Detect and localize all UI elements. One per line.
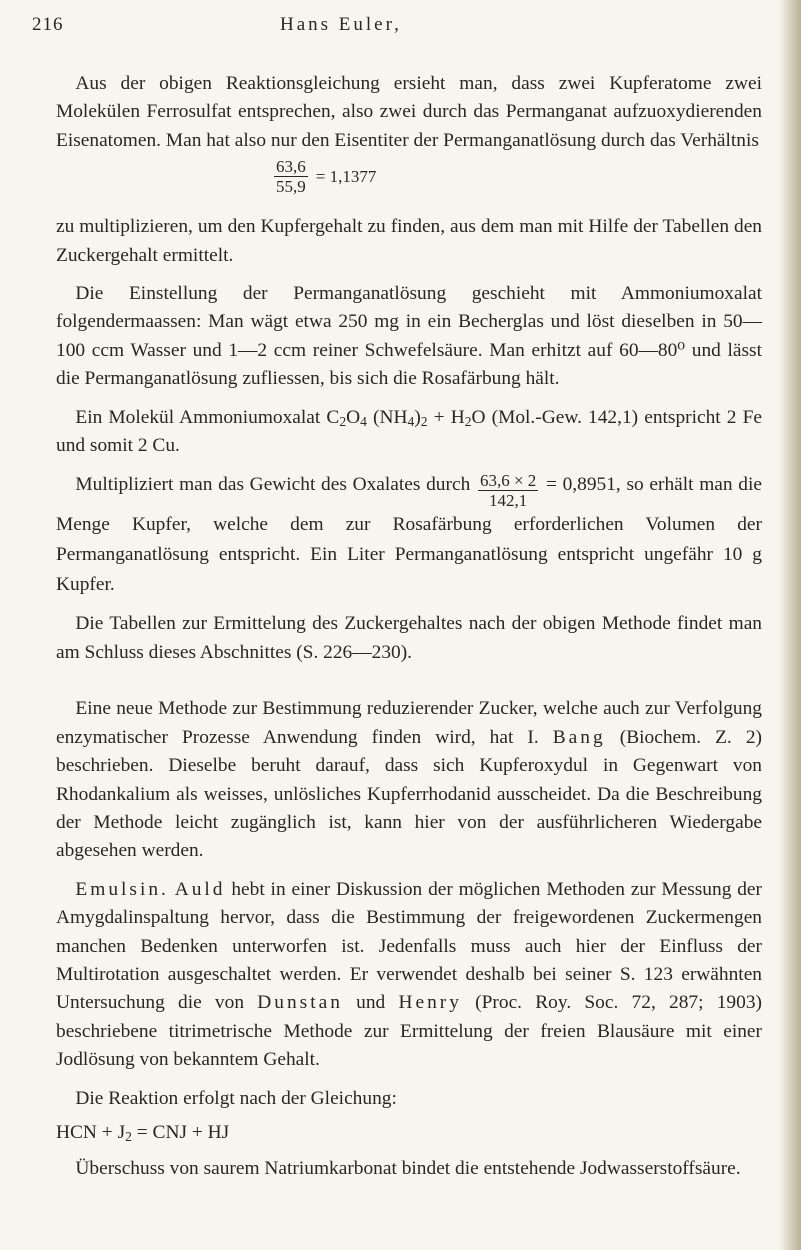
page-number: 216 (32, 14, 64, 35)
equation-hcn: HCN + $J_2$ = CNJ + HJ (56, 1121, 230, 1144)
author-dunstan: Dunstan (257, 992, 343, 1014)
page-header (32, 14, 752, 40)
paragraph-1: Aus der obigen Reaktionsgleichung ersieht man, dass zwei Kupferatome zwei Molekülen Ferrosulfat entsprechen, also zwei durch das Permanganat aufzuoxydierenden Eisenatomen. Man hat also nur den Eisentiter der Permanganatlösung durch das Verhältnis (56, 73, 762, 151)
ratio-result: = 1,1377 (315, 166, 377, 186)
paragraph-10: Überschuss von saurem Natriumkarbonat bindet die entstehende Jodwasserstoffsäure. (75, 1158, 741, 1180)
author-auld: Auld (174, 878, 226, 900)
ratio-numerator: 63,6 (276, 157, 306, 177)
paragraph-8: Emulsin. Auld hebt in einer Diskussion der möglichen Methoden zur Messung der Amygdalinspaltung hervor, dass die Bestimmung der freigewordenen Zuckermengen manchen Bedenken unterworfen ist. Jedenfalls muss auch hier der Einfluss der Multirotation ausgeschaltet werden. Er verwendet deshalb bei seiner S. 123 erwähnten Untersuchung die von Dunstan und Henry (Proc. Roy. Soc. 72, 287; 1903) beschriebene titrimetrische Methode zur Ermittelung der freien Blausäure mit einer Jodlösung von bekanntem Gehalt. (56, 878, 762, 1071)
section-lead-emulsin: Emulsin. (75, 878, 169, 900)
paragraph-6: Die Tabellen zur Ermittelung des Zuckergehaltes nach der obigen Methode findet man am Schluss dieses Abschnittes (S. 226—230). (56, 613, 762, 663)
paragraph-5: Multipliziert man das Gewicht des Oxalates durch $\frac{63,6 \times 2}{142,1}$ = 0,8951, so erhält man die Menge Kupfer, welche dem zur Rosafärbung erforderlichen Volumen der Permanganatlösung entspricht. Ein Liter Permanganatlösung entspricht ungefähr 10 g Kupfer. (56, 471, 762, 596)
paragraph-3: Die Einstellung der Permanganatlösung geschieht mit Ammoniumoxalat folgendermaassen: Man wägt etwa 250 mg in ein Becherglas und löst dieselben in 50—100 ccm Wasser und 1—2 ccm reiner Schwefelsäure. Man erhitzt auf 60—80⁰ und lässt die Permanganatlösung zufliessen, bis sich die Rosafärbung hält. (56, 283, 762, 390)
paragraph-9: Die Reaktion erfolgt nach der Gleichung: (75, 1087, 397, 1109)
paragraph-7: Eine neue Methode zur Bestimmung reduzierender Zucker, welche auch zur Verfolgung enzymatischer Prozesse Anwendung finden wird, hat I. Bang (Biochem. Z. 2) beschrieben. Dieselbe beruht darauf, dass sich Kupferoxydul in Gegenwart von Rhodankalium als weisses, unlösliches Kupferrhodanid ausscheidet. Da die Beschreibung der Methode leicht zugänglich ist, kann hier von der ausführlicheren Wiedergabe abgesehen werden. (56, 698, 762, 862)
paragraph-4: Ein Molekül Ammoniumoxalat $C_2O_4$ $(NH_4)_2 + H_2O$ (Mol.-Gew. 142,1) entspricht 2 Fe und somit 2 Cu. (56, 406, 762, 457)
paragraph-2: zu multiplizieren, um den Kupfergehalt zu finden, aus dem man mit Hilfe der Tabellen den Zuckergehalt ermittelt. (56, 216, 762, 266)
ratio-fraction (274, 157, 308, 196)
ratio-denominator: 55,9 (276, 177, 306, 197)
body-text (56, 70, 762, 1184)
page-edge-shadow (779, 0, 801, 1250)
oxalate-fraction: $\frac{63,6 \times 2}{142,1}$ (479, 471, 537, 511)
equation-ratio (56, 155, 762, 213)
author-henry: Henry (398, 992, 462, 1014)
author-bang: Bang (552, 726, 606, 748)
running-head: Hans Euler, (280, 14, 402, 35)
